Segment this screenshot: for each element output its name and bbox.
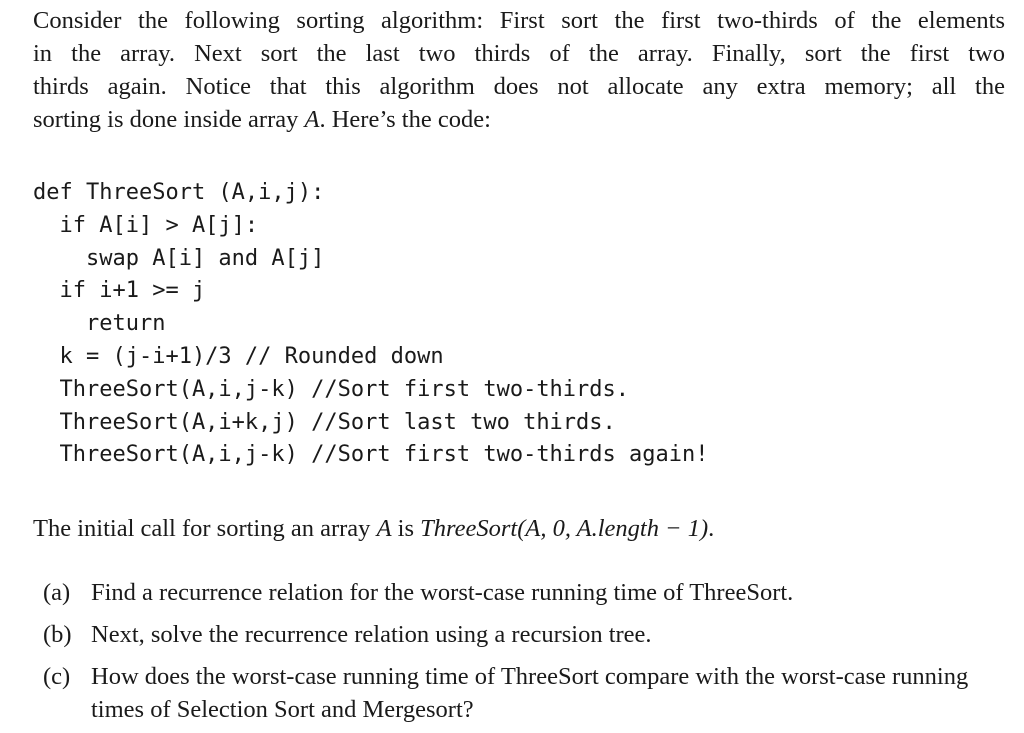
part-text: Find a recurrence relation for the worst-case running time of ThreeSort. <box>91 579 794 606</box>
call-text: The initial call for sorting an array <box>33 515 377 542</box>
code-line: def ThreeSort (A,i,j): <box>33 180 325 205</box>
code-line: ThreeSort(A,i,j-k) //Sort first two-thirds again! <box>33 442 709 468</box>
intro-line <box>33 103 1005 136</box>
intro-text: . Here’s the code: <box>319 106 491 133</box>
code-line: if A[i] > A[j]: <box>33 212 259 238</box>
intro-line: thirds again. Notice that this algorithm does not allocate any extra memory; all the <box>33 73 1005 100</box>
question-part-c <box>43 660 1005 726</box>
part-text: How does the worst-case running time of ThreeSort compare with the worst-case running times of Selection Sort and Mergesort? <box>91 663 969 723</box>
call-text: . <box>708 515 715 542</box>
code-line: ThreeSort(A,i+k,j) //Sort last two thirds. <box>33 409 616 435</box>
part-label: (a) <box>43 579 71 606</box>
call-text: is <box>391 515 421 542</box>
initial-call-expression: ThreeSort(A, 0, A.length − 1) <box>420 515 709 542</box>
code-line: swap A[i] and A[j] <box>33 245 325 271</box>
problem-statement <box>33 4 1005 723</box>
part-label: (b) <box>43 621 72 648</box>
question-parts <box>43 576 1005 726</box>
array-variable: A <box>304 106 320 133</box>
array-variable: A <box>376 515 392 542</box>
part-text: Next, solve the recurrence relation using a recursion tree. <box>91 621 652 648</box>
question-part-b <box>43 618 1005 651</box>
part-label: (c) <box>43 663 71 690</box>
question-part-a <box>43 576 1005 609</box>
code-line: if i+1 >= j <box>33 278 206 304</box>
intro-line: Consider the following sorting algorithm: First sort the first two-thirds of the elements <box>33 7 1005 34</box>
initial-call-sentence <box>33 512 714 545</box>
code-block <box>33 177 709 472</box>
intro-text: sorting is done inside array <box>33 106 305 133</box>
code-line: k = (j-i+1)/3 // Rounded down <box>33 343 444 369</box>
code-line: ThreeSort(A,i,j-k) //Sort first two-thirds. <box>33 376 630 402</box>
intro-paragraph <box>33 4 1005 136</box>
intro-line: in the array. Next sort the last two thirds of the array. Finally, sort the first two <box>33 40 1005 67</box>
code-line: return <box>33 311 166 337</box>
